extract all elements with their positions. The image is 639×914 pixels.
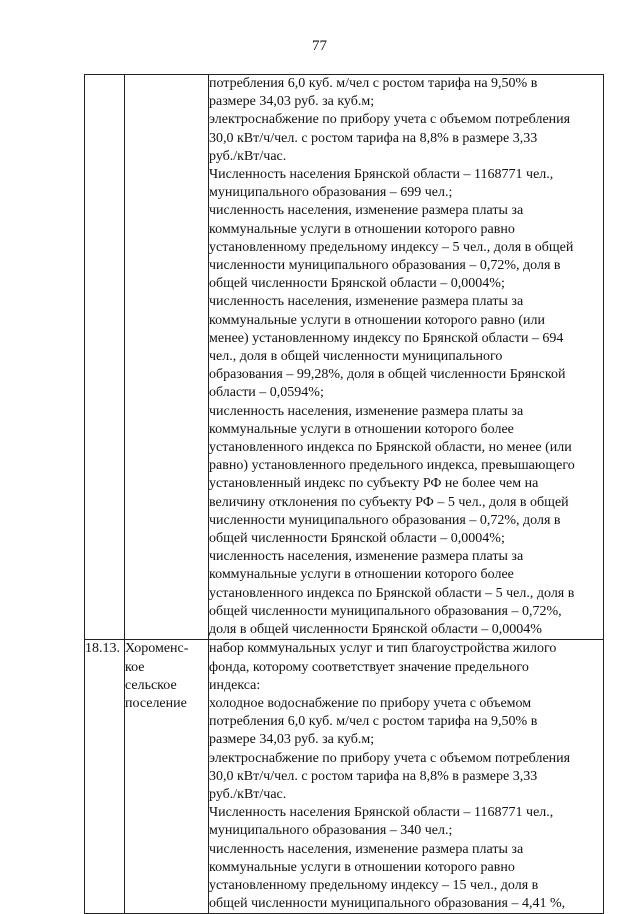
description-line: численности муниципального образования – 0,72%, доля в: [209, 512, 561, 528]
settlement-name-cell: [125, 640, 209, 914]
settlement-name-line: поселение: [125, 695, 187, 711]
row-number-cell: [85, 75, 125, 640]
description-line: потребления 6,0 куб. м/чел с ростом тарифа на 9,50% в: [209, 76, 538, 91]
description-line: коммунальные услуги в отношении которого равно: [209, 859, 515, 875]
settlement-name-line: сельское: [125, 677, 177, 693]
description-line: доля в общей численности Брянской области – 0,0004%: [209, 622, 542, 638]
description-line: общей численности муниципального образования – 0,72%,: [209, 603, 562, 619]
description-line: электроснабжение по прибору учета с объемом потребления: [209, 112, 571, 128]
description-line: муниципального образования – 699 чел.;: [209, 185, 453, 201]
description-line: индекса:: [209, 677, 261, 693]
description-line: численность населения, изменение размера платы за: [209, 549, 524, 565]
description-line: установленному предельному индексу – 5 чел., доля в общей: [209, 239, 574, 255]
table-row: [85, 640, 604, 914]
description-line: коммунальные услуги в отношении которого более: [209, 567, 514, 583]
table-row: [85, 75, 604, 640]
row-number-cell: [85, 640, 125, 914]
description-line: равно) установленного предельного индекса, превышающего: [209, 458, 575, 474]
description-line: общей численности муниципального образования – 4,41 %,: [209, 896, 566, 912]
description-line: установленный индекс по субъекту РФ не более чем на: [209, 476, 539, 492]
description-line: коммунальные услуги в отношении которого равно: [209, 221, 515, 237]
description-line: руб./кВт/час.: [209, 148, 287, 164]
description-line: фонда, которому соответствует значение предельного: [209, 659, 529, 675]
description-line: численность населения, изменение размера платы за: [209, 294, 524, 310]
settlement-name-line: кое: [125, 659, 145, 675]
description-line: электроснабжение по прибору учета с объемом потребления: [209, 750, 571, 766]
document-table: [84, 74, 604, 914]
description-line: коммунальные услуги в отношении которого более: [209, 421, 514, 437]
description-line: руб./кВт/час.: [209, 786, 287, 802]
description-line: набор коммунальных услуг и тип благоустройства жилого: [209, 641, 557, 657]
description-line: величину отклонения по субъекту РФ – 5 чел., доля в общей: [209, 494, 569, 510]
description-line: муниципального образования – 340 чел.;: [209, 823, 453, 839]
description-line: установленного индекса по Брянской области, но менее (или: [209, 440, 572, 456]
description-line: образования – 99,28%, доля в общей численности Брянской: [209, 367, 566, 383]
description-line: общей численности Брянской области – 0,0004%;: [209, 531, 505, 547]
description-cell: [209, 640, 604, 914]
description-line: менее) установленному индексу по Брянской области – 694: [209, 330, 564, 346]
description-line: чел., доля в общей численности муниципального: [209, 349, 503, 365]
description-line: размере 34,03 руб. за куб.м;: [209, 732, 375, 748]
description-line: численность населения, изменение размера платы за: [209, 841, 524, 857]
description-line: численность населения, изменение размера платы за: [209, 403, 524, 419]
page-number: 77: [312, 38, 327, 54]
description-line: Численность населения Брянской области – 1168771 чел.,: [209, 167, 554, 183]
row-number: 18.13.: [85, 641, 120, 657]
settlement-name-line: Хороменс-: [125, 641, 189, 657]
description-cell: [209, 75, 604, 640]
description-line: 30,0 кВт/ч/чел. с ростом тарифа на 8,8% в размере 3,33: [209, 130, 538, 146]
description-line: установленного индекса по Брянской области – 5 чел., доля в: [209, 585, 575, 601]
description-line: 30,0 кВт/ч/чел. с ростом тарифа на 8,8% в размере 3,33: [209, 768, 538, 784]
description-line: численности муниципального образования – 0,72%, доля в: [209, 258, 561, 274]
description-line: общей численности Брянской области – 0,0004%;: [209, 276, 505, 292]
description-line: установленному предельному индексу – 15 чел., доля в: [209, 877, 539, 893]
description-line: потребления 6,0 куб. м/чел с ростом тарифа на 9,50% в: [209, 714, 538, 730]
description-line: области – 0,0594%;: [209, 385, 324, 401]
description-line: коммунальные услуги в отношении которого равно (или: [209, 312, 545, 328]
description-line: холодное водоснабжение по прибору учета с объемом: [209, 695, 532, 711]
description-line: Численность населения Брянской области – 1168771 чел.,: [209, 805, 554, 821]
description-line: численность населения, изменение размера платы за: [209, 203, 524, 219]
settlement-name-cell: [125, 75, 209, 640]
description-line: размере 34,03 руб. за куб.м;: [209, 94, 375, 110]
